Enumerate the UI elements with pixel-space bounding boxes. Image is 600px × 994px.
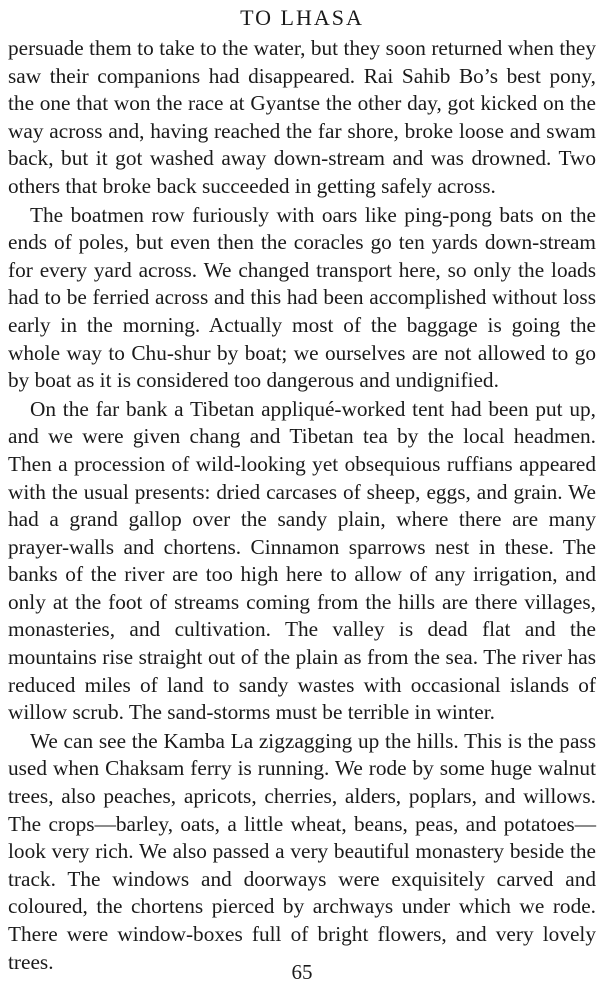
page-number: 65 [291, 960, 313, 984]
paragraph-boatmen: The boatmen row furiously with oars like ping-pong bats on the ends of poles, but even then the coracles go ten yards down-stream for every yard across. We changed transport here, so only the loads had to be ferried across and this had been accomplished without loss early in the morning. Actually most of the baggage is going the whole way to Chu-shur by boat; we ourselves are not allowed to go by boat as it is considered too dangerous and undignified. [8, 202, 596, 393]
paragraph-continued: persuade them to take to the water, but they soon returned when they saw their companions had disappeared. Rai Sahib Bo’s best pony, the one that won the race at Gyantse the other day, got kicked on the way across and, having reached the far shore, broke loose and swam back, but it got washed away down-stream and was drowned. Two others that broke back succeeded in getting safely across. [8, 36, 596, 198]
book-page [8, 0, 596, 994]
running-head: TO LHASA [240, 5, 364, 30]
paragraph-far-bank: On the far bank a Tibetan appliqué-worked tent had been put up, and we were given chang and Tibetan tea by the local headmen. Then a procession of wild-looking yet obsequious ruffians appeared with the usual presents: dried carcases of sheep, eggs, and grain. We had a grand gallop over the sandy plain, where there are many prayer-walls and chortens. Cinnamon sparrows nest in these. The banks of the river are too high here to allow of any irrigation, and only at the foot of streams coming from the hills are there villages, monasteries, and cultivation. The valley is dead flat and the mountains rise straight out of the plain as from the sea. The river has reduced miles of land to sandy wastes with occasional islands of willow scrub. The sand-storms must be terrible in winter. [8, 396, 596, 725]
paragraph-kamba-la: We can see the Kamba La zigzagging up the hills. This is the pass used when Chaksam ferry is running. We rode by some huge walnut trees, also peaches, apricots, cherries, alders, poplars, and willows. The crops—barley, oats, a little wheat, beans, peas, and potatoes—look very rich. We also passed a very beautiful monastery beside the track. The windows and doorways were exquisitely carved and coloured, the chortens pierced by archways under which we rode. There were window-boxes full of bright flowers, and very lovely trees. [8, 728, 596, 974]
body-text [8, 35, 596, 976]
